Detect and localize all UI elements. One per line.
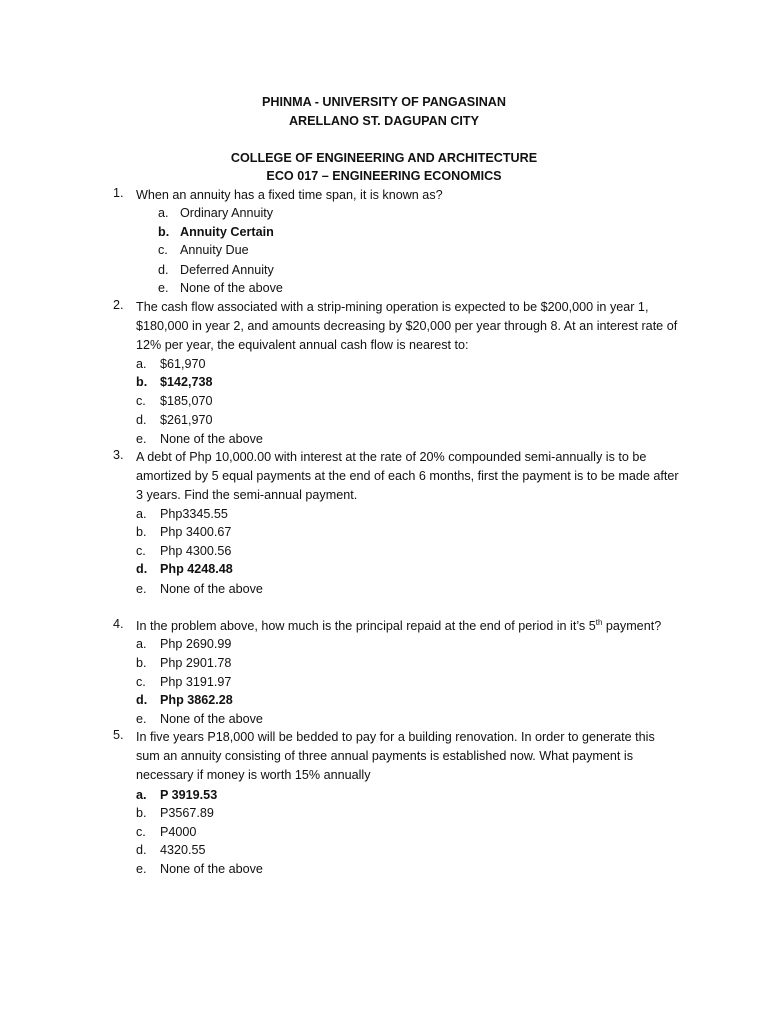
stem-text: In the problem above, how much is the principal repaid at the end of period in it’s 5	[136, 619, 596, 633]
option-letter: a.	[136, 637, 147, 651]
question-stem	[136, 617, 696, 636]
option-letter: d.	[136, 562, 148, 576]
option-letter: e.	[136, 432, 147, 446]
option-text: $185,070	[160, 394, 213, 408]
option-text: $61,970	[160, 357, 206, 371]
option-letter: e.	[136, 712, 147, 726]
option-letter: d.	[136, 413, 147, 427]
option-text: None of the above	[180, 281, 283, 295]
option-letter: e.	[158, 281, 169, 295]
option-letter: b.	[136, 806, 147, 820]
option-text: Php 3191.97	[160, 675, 232, 689]
course-title: ECO 017 – ENGINEERING ECONOMICS	[266, 169, 502, 183]
option-text: P4000	[160, 825, 197, 839]
option-letter: e.	[136, 582, 147, 596]
option-text: Php 2690.99	[160, 637, 232, 651]
question-stem: In five years P18,000 will be bedded to pay for a building renovation. In order to generate this sum an annuity consisting of three annual payments is established now. What payment is necessary if money is worth 15% annually	[136, 730, 655, 782]
question-stem: The cash flow associated with a strip-mining operation is expected to be $200,000 in year 1, $180,000 in year 2, and amounts decreasing by $20,000 per year through 8. At an interest rate of 12% per year, the equivalent annual cash flow is nearest to:	[136, 300, 678, 352]
option-text: $142,738	[160, 375, 213, 389]
question-number: 5.	[113, 728, 124, 742]
question-stem: When an annuity has a fixed time span, it is known as?	[136, 188, 443, 202]
option-text: Deferred Annuity	[180, 263, 274, 277]
option-text: $261,970	[160, 413, 213, 427]
option-letter: a.	[136, 357, 147, 371]
university-address: ARELLANO ST. DAGUPAN CITY	[288, 114, 480, 128]
option-letter: d.	[158, 263, 169, 277]
option-text: Php 4300.56	[160, 544, 232, 558]
question-number: 4.	[113, 617, 124, 631]
option-text: None of the above	[160, 582, 263, 596]
option-letter: c.	[136, 394, 146, 408]
question-stem: A debt of Php 10,000.00 with interest at the rate of 20% compounded semi-annually is to be amortized by 5 equal payments at the end of each 6 months, first the payment is to be made after 3 years. Find the semi-annual payment.	[136, 450, 679, 502]
question-number: 2.	[113, 298, 124, 312]
option-text: Php 4248.48	[160, 562, 233, 576]
question-number: 1.	[113, 186, 124, 200]
option-text: P3567.89	[160, 806, 214, 820]
option-letter: b.	[158, 225, 170, 239]
option-text: Php3345.55	[160, 507, 228, 521]
option-letter: b.	[136, 656, 147, 670]
college-name: COLLEGE OF ENGINEERING AND ARCHITECTURE	[230, 151, 538, 165]
option-letter: a.	[136, 788, 147, 802]
option-letter: c.	[136, 544, 146, 558]
option-text: P 3919.53	[160, 788, 218, 802]
option-letter: a.	[158, 206, 169, 220]
option-text: None of the above	[160, 862, 263, 876]
option-letter: c.	[158, 243, 168, 257]
option-text: Php 3400.67	[160, 525, 232, 539]
option-letter: c.	[136, 675, 146, 689]
ordinal-suffix: th	[595, 617, 603, 627]
option-text: Php 2901.78	[160, 656, 232, 670]
question-number: 3.	[113, 448, 124, 462]
option-letter: a.	[136, 507, 147, 521]
stem-text-end: payment?	[602, 619, 662, 633]
option-text: Annuity Due	[180, 243, 249, 257]
university-name: PHINMA - UNIVERSITY OF PANGASINAN	[262, 95, 506, 109]
option-text: None of the above	[160, 712, 263, 726]
option-letter: e.	[136, 862, 147, 876]
option-text: 4320.55	[160, 843, 206, 857]
option-text: Php 3862.28	[160, 693, 233, 707]
option-letter: c.	[136, 825, 146, 839]
option-letter: d.	[136, 843, 147, 857]
option-letter: b.	[136, 525, 147, 539]
option-text: Ordinary Annuity	[180, 206, 274, 220]
option-text: Annuity Certain	[180, 225, 274, 239]
option-letter: d.	[136, 693, 148, 707]
option-text: None of the above	[160, 432, 263, 446]
option-letter: b.	[136, 375, 148, 389]
